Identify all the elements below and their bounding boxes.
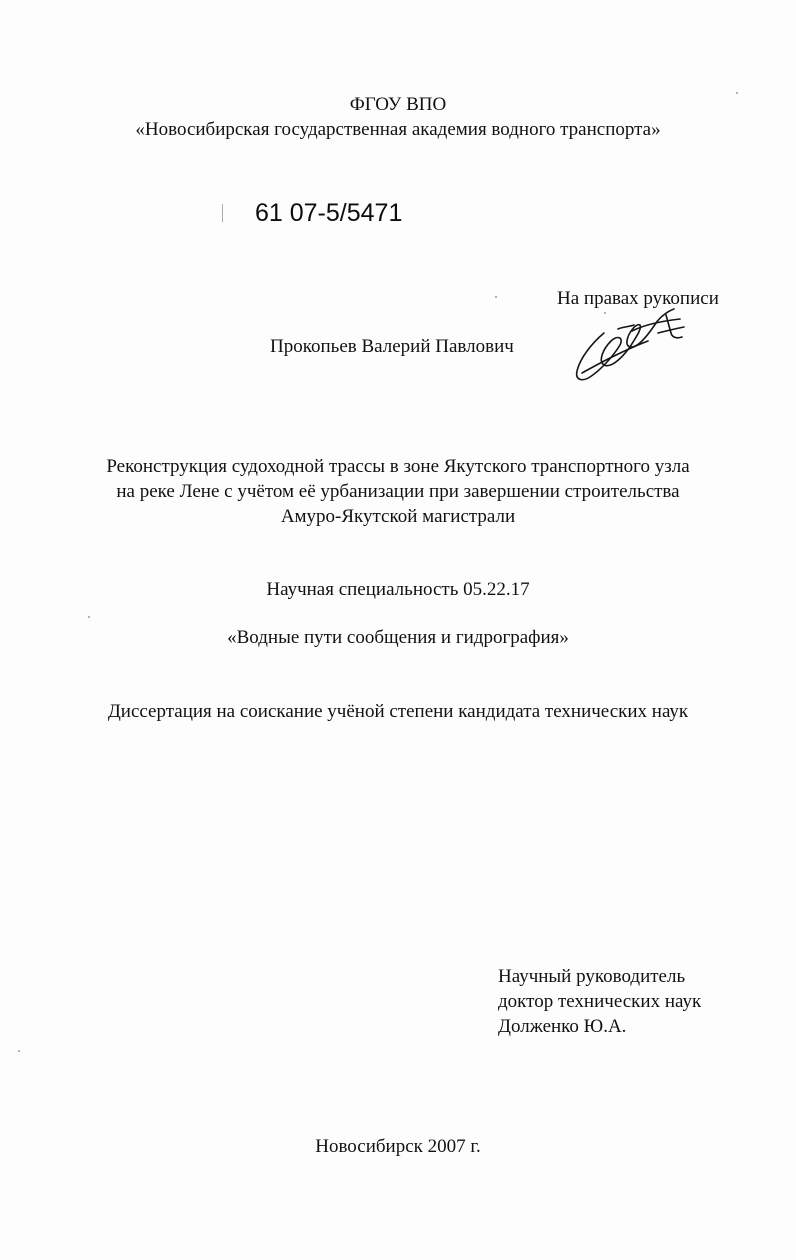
scan-speck [18, 1050, 20, 1052]
degree-line: Диссертация на соискание учёной степени кандидата технических наук [107, 701, 689, 722]
title-line: Реконструкция судоходной трассы в зоне Якутского транспортного узла [106, 456, 690, 477]
catalog-number: 61 07-5/5471 [255, 199, 403, 227]
title-line: Амуро-Якутской магистрали [280, 506, 516, 527]
organization-short: ФГОУ ВПО [349, 94, 447, 115]
supervisor-name: Долженко Ю.А. [498, 1016, 627, 1037]
scan-speck [495, 296, 497, 298]
scan-mark [222, 204, 223, 222]
manuscript-note: На правах рукописи [557, 288, 719, 309]
organization-full: «Новосибирская государственная академия водного транспорта» [135, 119, 661, 140]
specialty-code: Научная специальность 05.22.17 [266, 579, 530, 600]
specialty-name: «Водные пути сообщения и гидрография» [227, 627, 569, 648]
city-year: Новосибирск 2007 г. [315, 1136, 481, 1157]
supervisor-role: Научный руководитель [498, 966, 686, 987]
scan-speck [736, 92, 738, 94]
supervisor-degree: доктор технических наук [498, 991, 702, 1012]
signature-icon [570, 303, 695, 388]
scan-speck [88, 616, 90, 618]
scan-speck [604, 312, 606, 314]
title-line: на реке Лене с учётом её урбанизации при завершении строительства [116, 481, 680, 502]
author-name: Прокопьев Валерий Павлович [270, 336, 514, 357]
